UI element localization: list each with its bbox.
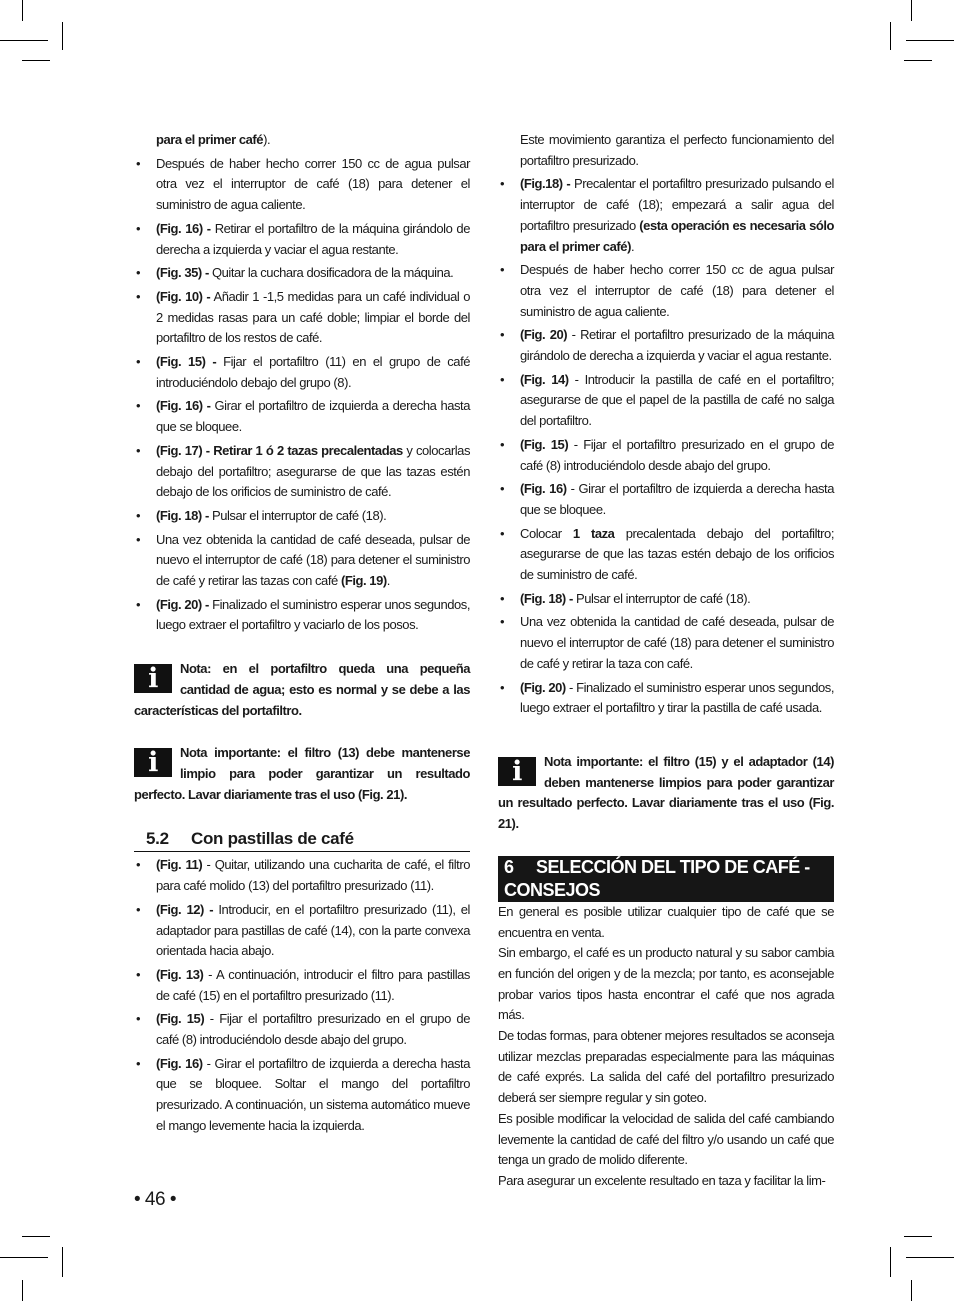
list-item: • (Fig. 20) - Finalizado el suministro esperar unos segundos, luego extraer el portafiltro y tirar la pastilla de café usada.: [498, 678, 834, 719]
paragraph: Para asegurar un excelente resultado en taza y facilitar la lim-: [498, 1172, 826, 1188]
intro-line: para el primer café).: [156, 132, 271, 147]
list-item: • (Fig. 13) - A continuación, introducir el filtro para pastillas de café (15) en el portafiltro presurizado (11).: [134, 965, 470, 1006]
list-item: • (Fig. 20) - Retirar el portafiltro presurizado de la máquina girándolo de derecha a izquierda y vaciar el agua restante.: [498, 325, 834, 366]
info-icon: i: [134, 664, 172, 693]
section-heading: 6 SELECCIÓN DEL TIPO DE CAFÉ - CONSEJOS: [498, 856, 834, 902]
info-icon: i: [134, 748, 172, 777]
list-item: • Después de haber hecho correr 150 cc de agua pulsar otra vez el interruptor de café (18) para detener el suministro de agua caliente.: [134, 154, 470, 216]
list-item: • (Fig. 16) - Girar el portafiltro de izquierda a derecha hasta que se bloquee.: [134, 396, 470, 437]
list-item: • (Fig. 16) - Retirar el portafiltro de la máquina girándolo de derecha a izquierda y vaciar el agua restante.: [134, 219, 470, 260]
paragraph: Sin embargo, el café es un producto natural y su sabor cambia en función del origen y de la mezcla; por tanto, es aconsejable probar varios tipos hasta encontrar el café que nos agrada más.: [498, 945, 834, 1023]
list-item: • (Fig.18) - Precalentar el portafiltro presurizado pulsando el interruptor de café (18); empezará a salir agua del portafiltro presurizado (esta operación es necesaria sólo para el primer café).: [498, 174, 834, 257]
list-item: • (Fig. 18) - Pulsar el interruptor de café (18).: [498, 589, 834, 610]
info-note: i Nota: en el portafiltro queda una pequeña cantidad de agua; esto es normal y se debe a las características del portafiltro.: [134, 661, 470, 718]
list-item: • Una vez obtenida la cantidad de café deseada, pulsar de nuevo el interruptor de café (18) para detener el suministro de café y retirar las tazas con café (Fig. 19).: [134, 530, 470, 592]
section-heading: 5.2 Con pastillas de café: [134, 828, 470, 852]
left-column: [134, 130, 470, 1140]
list-item: • Después de haber hecho correr 150 cc de agua pulsar otra vez el interruptor de café (18) para detener el suministro de agua caliente.: [498, 260, 834, 322]
list-item: • Colocar 1 taza precalentada debajo del portafiltro; asegurarse de que las tazas estén debajo de los orificios de suministro de café.: [498, 524, 834, 586]
list-item: • (Fig. 16) - Girar el portafiltro de izquierda a derecha hasta que se bloquee.: [498, 479, 834, 520]
continuation-text: Este movimiento garantiza el perfecto funcionamiento del portafiltro presurizado.: [520, 132, 834, 168]
list-item: • Una vez obtenida la cantidad de café deseada, pulsar de nuevo el interruptor de café (18) para detener el suministro de café y retirar la taza con café.: [498, 612, 834, 674]
paragraph: En general es posible utilizar cualquier tipo de café que se encuentra en venta.: [498, 903, 834, 940]
right-column: [498, 130, 834, 1192]
list-item: • (Fig. 14) - Introducir la pastilla de café en el portafiltro; asegurarse de que el papel de la pastilla de café no salga del portafiltro.: [498, 370, 834, 432]
info-note: i Nota importante: el filtro (15) y el adaptador (14) deben mantenerse limpios para poder garantizar un resultado perfecto. Lavar diariamente tras el uso (Fig. 21).: [498, 753, 834, 832]
list-item: • (Fig. 35) - Quitar la cuchara dosificadora de la máquina.: [134, 263, 470, 284]
page-number: • 46 •: [134, 1189, 176, 1210]
info-icon: i: [498, 757, 536, 786]
info-note: i Nota importante: el filtro (13) debe mantenerse limpio para poder garantizar un resultado perfecto. Lavar diariamente tras el uso (Fig. 21).: [134, 745, 470, 802]
list-item: • (Fig. 10) - Añadir 1 -1,5 medidas para un café individual o 2 medidas rasas para un café doble; limpiar el borde del portafiltro de los restos de café.: [134, 287, 470, 349]
paragraph: De todas formas, para obtener mejores resultados se aconseja utilizar mezclas preparadas especialmente para las máquinas de café exprés. La salida del café del portafiltro presurizado deberá ser siempre regular y sin goteo.: [498, 1028, 834, 1106]
list-item: • (Fig. 12) - Introducir, en el portafiltro presurizado (11), el adaptador para pastillas de café (14), con la parte convexa orientada hacia abajo.: [134, 900, 470, 962]
list-item: • (Fig. 16) - Girar el portafiltro de izquierda a derecha hasta que se bloquee. Soltar el mango del portafiltro presurizado. A continuación, un sistema automático mueve el mango levemente hacia la izquierda.: [134, 1054, 470, 1137]
list-item: • (Fig. 18) - Pulsar el interruptor de café (18).: [134, 506, 470, 527]
list-item: • (Fig. 17) - Retirar 1 ó 2 tazas precalentadas y colocarlas debajo del portafiltro; asegurarse de que las tazas estén debajo de los orificios de suministro de café.: [134, 441, 470, 503]
paragraph: Es posible modificar la velocidad de salida del café cambiando levemente la cantidad de café del filtro y/o usando un café que tenga un grado de molido diferente.: [498, 1110, 834, 1168]
list-item: • (Fig. 11) - Quitar, utilizando una cucharita de café, el filtro para café molido (13) del portafiltro presurizado (11).: [134, 855, 470, 896]
list-item: • (Fig. 20) - Finalizado el suministro esperar unos segundos, luego extraer el portafiltro y vaciarlo de los posos.: [134, 595, 470, 636]
list-item: • (Fig. 15) - Fijar el portafiltro (11) en el grupo de café introduciéndolo debajo del grupo (8).: [134, 352, 470, 393]
list-item: • (Fig. 15) - Fijar el portafiltro presurizado en el grupo de café (8) introduciéndolo desde abajo del grupo.: [134, 1009, 470, 1050]
list-item: • (Fig. 15) - Fijar el portafiltro presurizado en el grupo de café (8) introduciéndolo desde abajo del grupo.: [498, 435, 834, 476]
